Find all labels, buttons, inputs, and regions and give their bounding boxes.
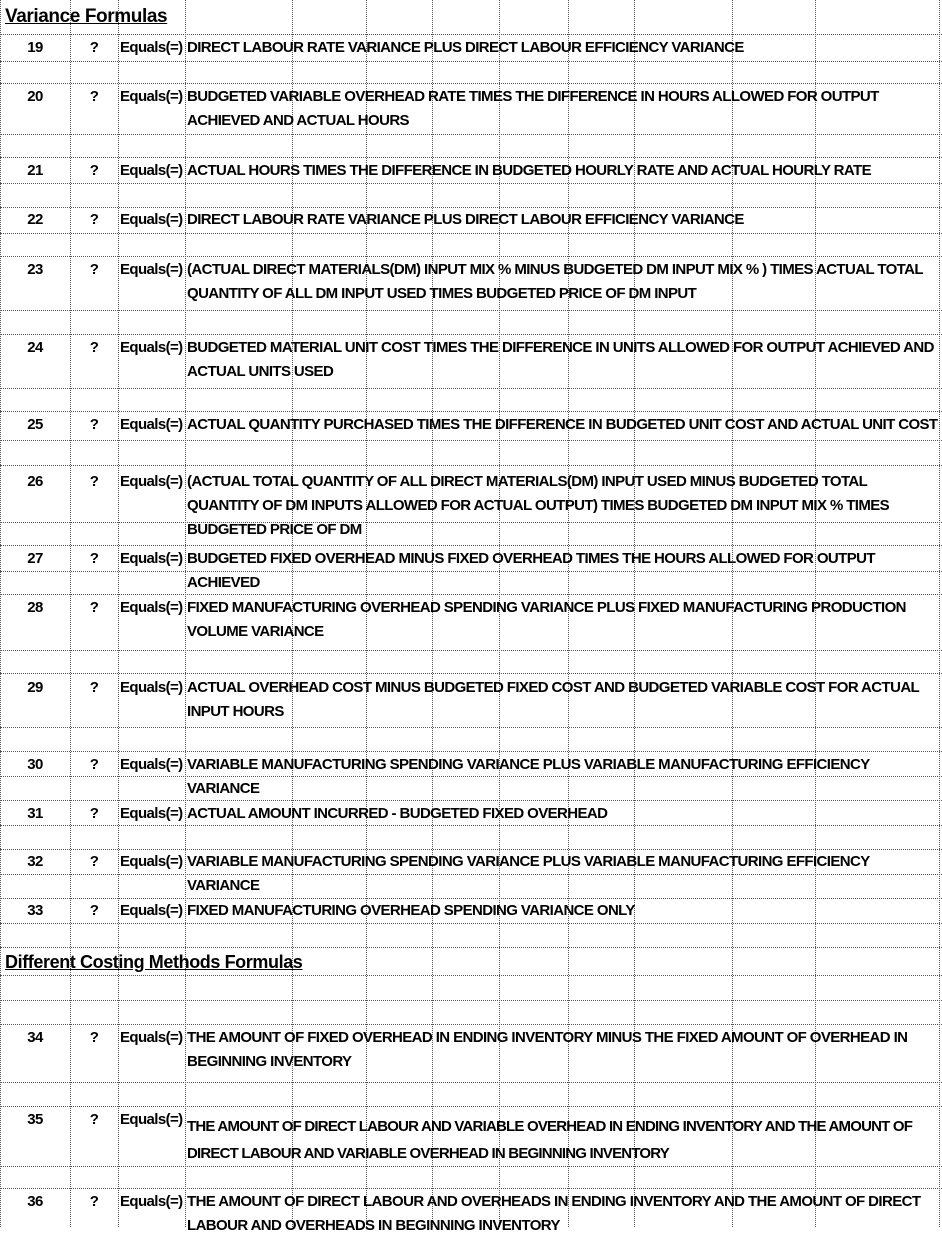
question-mark: ? bbox=[89, 599, 99, 616]
formula-text: THE AMOUNT OF FIXED OVERHEAD IN ENDING INVENTORY MINUS THE FIXED AMOUNT OF OVERHEAD IN BEGINNING INVENTORY bbox=[187, 1029, 908, 1070]
column-divider bbox=[939, 0, 940, 1227]
question-mark: ? bbox=[89, 902, 99, 919]
row-number: 26 bbox=[27, 473, 43, 490]
question-mark: ? bbox=[89, 1029, 99, 1046]
equals-label: Equals(=) bbox=[120, 416, 183, 433]
row-number: 31 bbox=[27, 805, 43, 822]
row-number: 33 bbox=[27, 902, 43, 919]
equals-label: Equals(=) bbox=[120, 473, 183, 490]
equals-label: Equals(=) bbox=[120, 1193, 183, 1210]
formula-text: THE AMOUNT OF DIRECT LABOUR AND OVERHEADS IN ENDING INVENTORY AND THE AMOUNT OF DIRECT LABOUR AND OVERHEADS IN BEGINNING INVENTORY bbox=[187, 1193, 921, 1234]
question-mark: ? bbox=[89, 339, 99, 356]
formula-text: THE AMOUNT OF DIRECT LABOUR AND VARIABLE OVERHEAD IN ENDING INVENTORY AND THE AMOUNT OF DIRECT LABOUR AND VARIABLE OVERHEAD IN BEGINNING INVENTORY bbox=[187, 1118, 913, 1162]
equals-label: Equals(=) bbox=[120, 88, 183, 105]
formula-text: ACTUAL QUANTITY PURCHASED TIMES THE DIFFERENCE IN BUDGETED UNIT COST AND ACTUAL UNIT COST bbox=[187, 416, 938, 433]
row-number: 29 bbox=[27, 679, 43, 696]
formula-text: FIXED MANUFACTURING OVERHEAD SPENDING VARIANCE ONLY bbox=[187, 902, 635, 919]
row-divider bbox=[0, 650, 942, 651]
row-divider bbox=[0, 83, 942, 84]
row-divider bbox=[0, 233, 942, 234]
question-mark: ? bbox=[89, 473, 99, 490]
equals-label: Equals(=) bbox=[120, 550, 183, 567]
question-mark: ? bbox=[89, 416, 99, 433]
column-divider bbox=[185, 0, 186, 1227]
row-number: 23 bbox=[27, 261, 43, 278]
row-divider bbox=[0, 34, 942, 35]
row-number: 32 bbox=[27, 853, 43, 870]
question-mark: ? bbox=[89, 88, 99, 105]
question-mark: ? bbox=[89, 805, 99, 822]
equals-label: Equals(=) bbox=[120, 599, 183, 616]
equals-label: Equals(=) bbox=[120, 756, 183, 773]
row-number: 36 bbox=[27, 1193, 43, 1210]
question-mark: ? bbox=[89, 550, 99, 567]
formula-text: BUDGETED MATERIAL UNIT COST TIMES THE DIFFERENCE IN UNITS ALLOWED FOR OUTPUT ACHIEVED AND ACTUAL UNITS USED bbox=[187, 339, 934, 380]
row-divider bbox=[0, 61, 942, 62]
row-divider bbox=[0, 334, 942, 335]
question-mark: ? bbox=[89, 679, 99, 696]
equals-label: Equals(=) bbox=[120, 339, 183, 356]
formula-text: VARIABLE MANUFACTURING SPENDING VARIANCE PLUS VARIABLE MANUFACTURING EFFICIENCY VARIANCE bbox=[187, 756, 870, 797]
equals-label: Equals(=) bbox=[120, 39, 183, 56]
row-divider bbox=[0, 975, 942, 976]
row-divider bbox=[0, 388, 942, 389]
equals-label: Equals(=) bbox=[120, 1111, 183, 1128]
row-number: 30 bbox=[27, 756, 43, 773]
row-divider bbox=[0, 1188, 942, 1189]
row-divider bbox=[0, 1106, 942, 1107]
row-divider bbox=[0, 411, 942, 412]
equals-label: Equals(=) bbox=[120, 211, 183, 228]
row-divider bbox=[0, 673, 942, 674]
question-mark: ? bbox=[89, 1111, 99, 1128]
row-divider bbox=[0, 947, 942, 948]
row-number: 20 bbox=[27, 88, 43, 105]
row-number: 28 bbox=[27, 599, 43, 616]
question-mark: ? bbox=[89, 853, 99, 870]
row-divider bbox=[0, 1000, 942, 1001]
row-divider bbox=[0, 1082, 942, 1083]
row-number: 21 bbox=[27, 162, 43, 179]
column-divider bbox=[118, 0, 119, 1227]
section-title-costing: Different Costing Methods Formulas bbox=[5, 952, 303, 972]
equals-label: Equals(=) bbox=[120, 1029, 183, 1046]
row-divider bbox=[0, 751, 942, 752]
row-number: 34 bbox=[27, 1029, 43, 1046]
formula-text: DIRECT LABOUR RATE VARIANCE PLUS DIRECT LABOUR EFFICIENCY VARIANCE bbox=[187, 39, 744, 56]
formula-text: BUDGETED FIXED OVERHEAD MINUS FIXED OVERHEAD TIMES THE HOURS ALLOWED FOR OUTPUT ACHIEVED bbox=[187, 550, 875, 591]
row-number: 22 bbox=[27, 211, 43, 228]
row-divider bbox=[0, 134, 942, 135]
formula-text: (ACTUAL DIRECT MATERIALS(DM) INPUT MIX % MINUS BUDGETED DM INPUT MIX % ) TIMES ACTUAL TOTAL QUANTITY OF ALL DM INPUT USED TIMES BUDGETED PRICE OF DM INPUT bbox=[187, 261, 923, 302]
row-divider bbox=[0, 465, 942, 466]
row-number: 19 bbox=[27, 39, 43, 56]
row-divider bbox=[0, 256, 942, 257]
formula-text: (ACTUAL TOTAL QUANTITY OF ALL DIRECT MATERIALS(DM) INPUT USED MINUS BUDGETED TOTAL QUANTITY OF DM INPUTS ALLOWED FOR ACTUAL OUTPUT) TIMES BUDGETED DM INPUT MIX % TIMES BUDGETED PRICE OF DM bbox=[187, 473, 890, 538]
row-divider bbox=[0, 545, 942, 546]
row-divider bbox=[0, 310, 942, 311]
row-divider bbox=[0, 1024, 942, 1025]
question-mark: ? bbox=[89, 756, 99, 773]
row-divider bbox=[0, 157, 942, 158]
row-divider bbox=[0, 727, 942, 728]
row-number: 25 bbox=[27, 416, 43, 433]
formula-text: ACTUAL OVERHEAD COST MINUS BUDGETED FIXED COST AND BUDGETED VARIABLE COST FOR ACTUAL INPUT HOURS bbox=[187, 679, 919, 720]
equals-label: Equals(=) bbox=[120, 679, 183, 696]
row-divider bbox=[0, 440, 942, 441]
row-number: 35 bbox=[27, 1111, 43, 1128]
formula-text: ACTUAL AMOUNT INCURRED - BUDGETED FIXED OVERHEAD bbox=[187, 805, 608, 822]
formula-text: DIRECT LABOUR RATE VARIANCE PLUS DIRECT LABOUR EFFICIENCY VARIANCE bbox=[187, 211, 744, 228]
formula-text: FIXED MANUFACTURING OVERHEAD SPENDING VARIANCE PLUS FIXED MANUFACTURING PRODUCTION VOLUME VARIANCE bbox=[187, 599, 906, 640]
equals-label: Equals(=) bbox=[120, 162, 183, 179]
row-number: 24 bbox=[27, 339, 43, 356]
row-number: 27 bbox=[27, 550, 43, 567]
formula-text: ACTUAL HOURS TIMES THE DIFFERENCE IN BUDGETED HOURLY RATE AND ACTUAL HOURLY RATE bbox=[187, 162, 871, 179]
question-mark: ? bbox=[89, 261, 99, 278]
row-divider bbox=[0, 183, 942, 184]
formula-text: VARIABLE MANUFACTURING SPENDING VARIANCE PLUS VARIABLE MANUFACTURING EFFICIENCY VARIANCE bbox=[187, 853, 870, 894]
question-mark: ? bbox=[89, 39, 99, 56]
row-divider bbox=[0, 923, 942, 924]
formula-text: BUDGETED VARIABLE OVERHEAD RATE TIMES THE DIFFERENCE IN HOURS ALLOWED FOR OUTPUT ACHIEVED AND ACTUAL HOURS bbox=[187, 88, 879, 129]
equals-label: Equals(=) bbox=[120, 853, 183, 870]
question-mark: ? bbox=[89, 162, 99, 179]
section-title-variance: Variance Formulas bbox=[5, 6, 168, 27]
question-mark: ? bbox=[89, 1193, 99, 1210]
question-mark: ? bbox=[89, 211, 99, 228]
equals-label: Equals(=) bbox=[120, 261, 183, 278]
equals-label: Equals(=) bbox=[120, 805, 183, 822]
equals-label: Equals(=) bbox=[120, 902, 183, 919]
